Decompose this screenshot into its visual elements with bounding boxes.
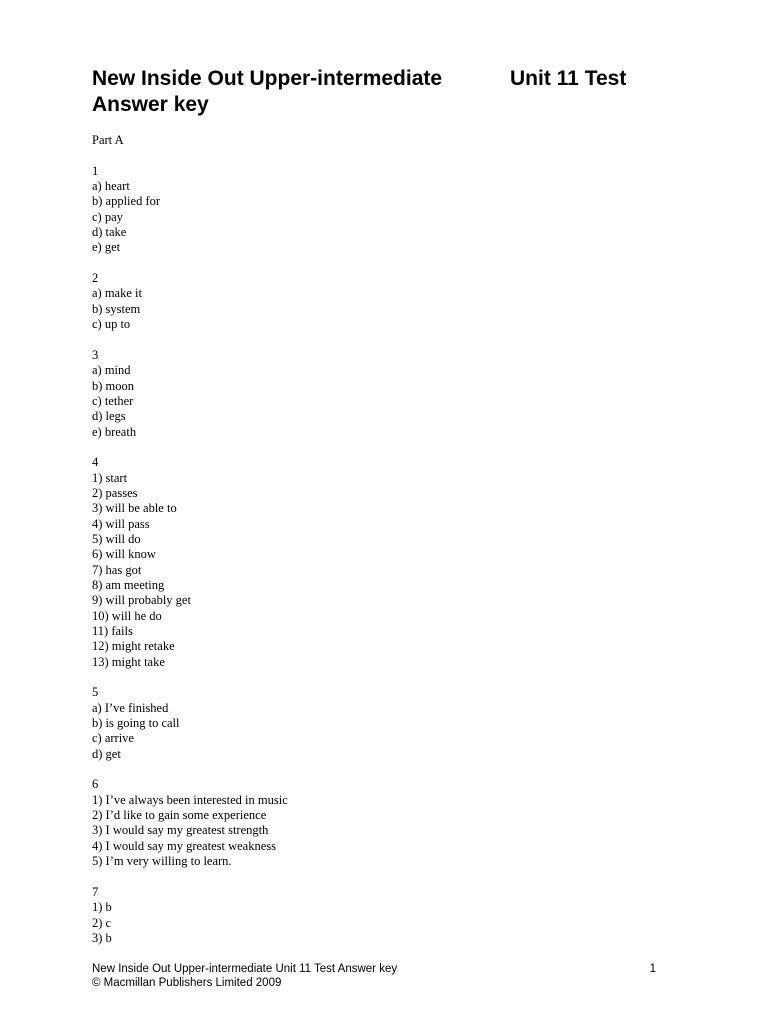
answer-item: 3) I would say my greatest strength bbox=[92, 823, 269, 838]
answer-item: 2) c bbox=[92, 915, 112, 930]
section-number: 4 bbox=[92, 455, 99, 470]
answer-item: 3) b bbox=[92, 930, 112, 945]
footer-title: New Inside Out Upper-intermediate Unit 11 Test Answer key bbox=[92, 963, 398, 975]
spacer bbox=[92, 762, 692, 777]
answer-item: a) heart bbox=[92, 179, 130, 194]
answer-item: e) get bbox=[92, 240, 121, 255]
answer-item: 4) I would say my greatest weakness bbox=[92, 838, 276, 853]
title-left: New Inside Out Upper-intermediate bbox=[92, 67, 443, 90]
answer-item: 9) will probably get bbox=[92, 593, 191, 608]
spacer bbox=[92, 148, 692, 163]
answer-item: c) pay bbox=[92, 209, 123, 224]
spacer bbox=[92, 332, 692, 347]
answer-item: b) applied for bbox=[92, 194, 161, 209]
answer-item: a) make it bbox=[92, 286, 142, 301]
answer-item: d) get bbox=[92, 746, 121, 761]
answer-item: 5) I’m very willing to learn. bbox=[92, 854, 232, 869]
answer-item: b) system bbox=[92, 301, 141, 316]
page-number: 1 bbox=[649, 963, 656, 975]
answer-item: 1) b bbox=[92, 900, 112, 915]
answer-item: 11) fails bbox=[92, 624, 133, 638]
title-subtitle: Answer key bbox=[92, 93, 209, 116]
section-number: 7 bbox=[92, 884, 99, 899]
answer-item: 6) will know bbox=[92, 547, 156, 562]
spacer bbox=[92, 670, 692, 685]
answer-item: b) is going to call bbox=[92, 716, 180, 731]
answer-item: 5) will do bbox=[92, 531, 141, 546]
section-number: 5 bbox=[92, 685, 99, 700]
page-footer bbox=[92, 962, 662, 990]
answer-item: c) tether bbox=[92, 393, 134, 408]
answer-item: 2) I’d like to gain some experience bbox=[92, 808, 267, 823]
section-number: 1 bbox=[92, 163, 99, 178]
footer-copyright: © Macmillan Publishers Limited 2009 bbox=[92, 977, 282, 989]
section-number: 6 bbox=[92, 777, 99, 792]
answer-item: 3) will be able to bbox=[92, 501, 177, 516]
spacer bbox=[92, 256, 692, 271]
answer-item: b) moon bbox=[92, 378, 135, 393]
answer-item: 2) passes bbox=[92, 485, 138, 500]
answer-item: a) mind bbox=[92, 363, 131, 378]
page-title bbox=[92, 66, 692, 118]
answer-item: e) breath bbox=[92, 424, 137, 439]
answer-sections bbox=[92, 164, 692, 947]
answer-item: d) legs bbox=[92, 409, 126, 424]
spacer bbox=[92, 870, 692, 885]
answer-item: 8) am meeting bbox=[92, 577, 165, 592]
answer-item: d) take bbox=[92, 225, 127, 240]
answer-item: 13) might take bbox=[92, 654, 165, 669]
answer-content bbox=[92, 133, 692, 946]
spacer bbox=[92, 440, 692, 455]
section-number: 2 bbox=[92, 271, 99, 286]
section-number: 3 bbox=[92, 347, 99, 362]
answer-item: 1) I’ve always been interested in music bbox=[92, 792, 288, 807]
answer-item: c) arrive bbox=[92, 731, 134, 746]
answer-item: a) I’ve finished bbox=[92, 700, 169, 715]
answer-item: 12) might retake bbox=[92, 639, 175, 654]
part-label: Part A bbox=[92, 133, 124, 147]
title-unit: Unit 11 Test bbox=[510, 67, 627, 90]
answer-item: 7) has got bbox=[92, 562, 142, 577]
answer-item: 10) will he do bbox=[92, 608, 162, 623]
answer-item: 4) will pass bbox=[92, 516, 150, 531]
answer-item: 1) start bbox=[92, 470, 128, 485]
answer-item: c) up to bbox=[92, 317, 131, 332]
